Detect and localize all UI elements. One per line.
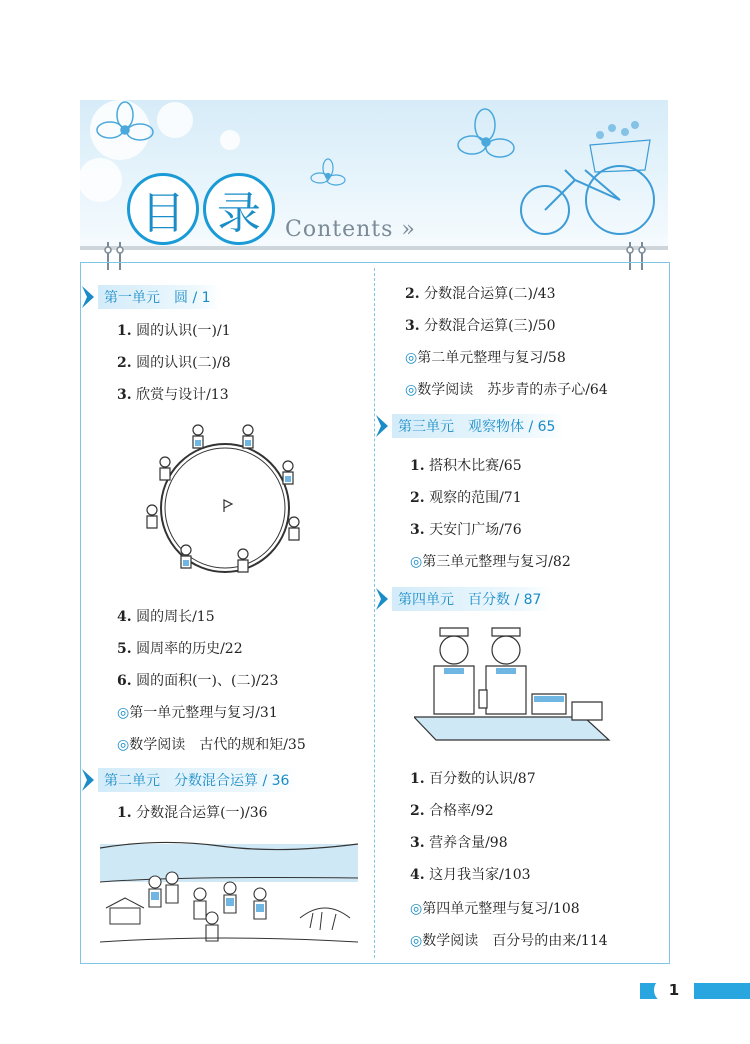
toc-entry[interactable]: 4. 圆的周长/15 bbox=[117, 609, 215, 625]
toc-entry[interactable]: ◎第三单元整理与复习/82 bbox=[410, 554, 571, 570]
child-icon bbox=[289, 517, 299, 540]
unit-heading-4[interactable] bbox=[374, 586, 551, 612]
toc-entry[interactable]: 4. 这月我当家/103 bbox=[410, 867, 531, 883]
toc-entry[interactable]: 6. 圆的面积(一)、(二)/23 bbox=[117, 673, 279, 689]
page-marker-icon bbox=[640, 984, 650, 996]
toc-entry[interactable]: 2. 圆的认识(二)/8 bbox=[117, 355, 231, 371]
unit-heading-2[interactable] bbox=[80, 767, 299, 793]
chevron-right-icon bbox=[374, 586, 392, 612]
chevron-right-icon bbox=[374, 413, 392, 439]
toc-entry[interactable]: 3. 营养含量/98 bbox=[410, 835, 508, 851]
child-icon bbox=[238, 549, 248, 572]
child-icon bbox=[254, 888, 266, 919]
toc-entry[interactable]: 1. 圆的认识(一)/1 bbox=[117, 323, 231, 339]
child-icon bbox=[166, 872, 178, 903]
unit-heading-1[interactable] bbox=[80, 284, 221, 310]
flag-icon bbox=[224, 500, 232, 512]
toc-entry[interactable]: 3. 欣赏与设计/13 bbox=[117, 387, 229, 403]
bicycle-icon bbox=[521, 140, 654, 234]
page-number: 1 bbox=[654, 977, 694, 1003]
unit-heading-label: 第四单元 百分数 / 87 bbox=[392, 587, 551, 611]
lab-scene-illustration bbox=[414, 622, 614, 752]
title-char-mu: 目 bbox=[127, 173, 199, 245]
child-icon bbox=[206, 912, 218, 941]
unit-heading-label: 第二单元 分数混合运算 / 36 bbox=[98, 768, 299, 792]
toc-entry[interactable]: 2. 观察的范围/71 bbox=[410, 490, 522, 506]
unit-heading-label: 第一单元 圆 / 1 bbox=[98, 285, 221, 309]
toc-entry[interactable]: 3. 分数混合运算(三)/50 bbox=[405, 318, 556, 334]
child-icon bbox=[194, 888, 206, 919]
toc-entry[interactable]: 1. 搭积木比赛/65 bbox=[410, 458, 522, 474]
flower-icon bbox=[458, 109, 514, 157]
toc-entry[interactable]: ◎第二单元整理与复习/58 bbox=[405, 350, 566, 366]
unit-heading-label: 第三单元 观察物体 / 65 bbox=[392, 414, 565, 438]
well-icon bbox=[110, 908, 140, 924]
unit-heading-3[interactable] bbox=[374, 413, 565, 439]
flowers-basket-icon bbox=[596, 121, 639, 139]
chevron-right-icon bbox=[80, 284, 98, 310]
children-circle-illustration bbox=[138, 418, 308, 588]
contents-subtitle: Contents » bbox=[285, 217, 416, 242]
outdoor-scene-illustration bbox=[100, 838, 358, 948]
column-divider bbox=[374, 268, 375, 958]
box-icon bbox=[572, 702, 602, 720]
toc-entry[interactable]: ◎数学阅读 百分号的由来/114 bbox=[410, 933, 608, 949]
child-icon bbox=[160, 457, 170, 480]
child-icon bbox=[147, 505, 157, 528]
title-char-lu: 录 bbox=[203, 173, 275, 245]
header-banner bbox=[80, 100, 668, 250]
toc-entry[interactable]: 1. 百分数的认识/87 bbox=[410, 771, 536, 787]
toc-entry[interactable]: 3. 天安门广场/76 bbox=[410, 522, 522, 538]
test-tube-icon bbox=[479, 690, 487, 708]
child-icon bbox=[224, 882, 236, 913]
toc-entry[interactable]: ◎第一单元整理与复习/31 bbox=[117, 705, 278, 721]
flower-icon bbox=[311, 159, 345, 185]
toc-entry[interactable]: 2. 分数混合运算(二)/43 bbox=[405, 286, 556, 302]
child-icon bbox=[149, 876, 161, 907]
toc-entry[interactable]: 1. 分数混合运算(一)/36 bbox=[117, 805, 268, 821]
toc-entry[interactable]: ◎数学阅读 苏步青的赤子心/64 bbox=[405, 382, 608, 398]
toc-entry[interactable]: ◎第四单元整理与复习/108 bbox=[410, 901, 580, 917]
toc-entry[interactable]: ◎数学阅读 古代的规和矩/35 bbox=[117, 737, 306, 753]
toc-entry[interactable]: 5. 圆周率的历史/22 bbox=[117, 641, 243, 657]
chevron-right-icon bbox=[80, 767, 98, 793]
toc-entry[interactable]: 2. 合格率/92 bbox=[410, 803, 494, 819]
